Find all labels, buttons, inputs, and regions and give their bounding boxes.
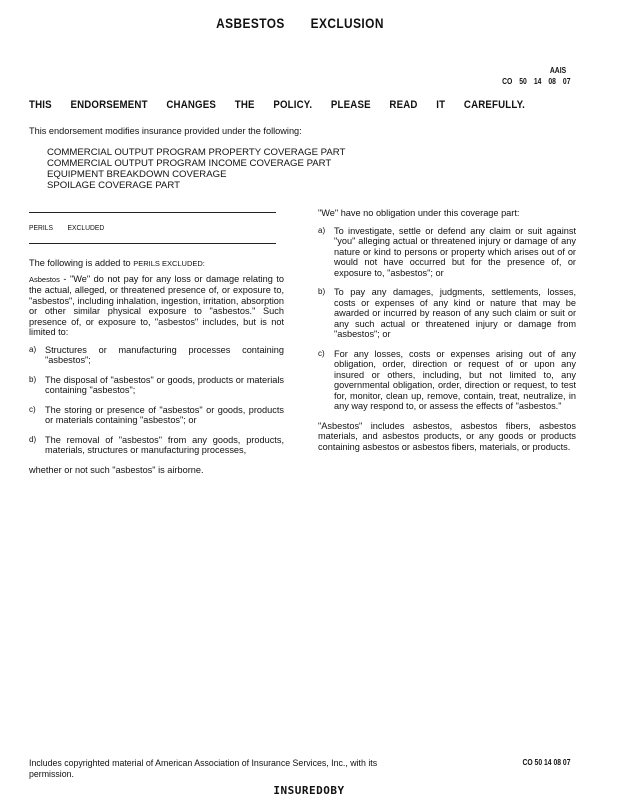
list-item: [318, 226, 576, 279]
item-label: a): [318, 225, 326, 235]
item-label: d): [29, 434, 37, 444]
copyright-notice: Includes copyrighted material of American Association of Insurance Services, Inc., with its permission.: [29, 758, 378, 779]
asbestos-paragraph: [29, 274, 284, 338]
list-item: [318, 349, 576, 412]
item-text: The removal of "asbestos" from any goods, products, materials, structures or manufacturing processes,: [45, 434, 284, 455]
closing-statement: whether or not such "asbestos" is airborne.: [29, 464, 204, 475]
item-label: b): [318, 287, 326, 296]
asbestos-label: Asbestos: [29, 274, 60, 284]
endorsement-notice: THIS ENDORSEMENT CHANGES THE POLICY. PLEASE READ IT CAREFULLY.: [29, 99, 526, 111]
item-label: c): [318, 348, 325, 358]
asbestos-text: - "We" do not pay for any loss or damage relating to the actual, alleged, or threatened presence of, or exposure to, "asbestos", including inhalation, ingestion, irritation, absorption or other similar physical exposure to "asbestos." Such presence of, or exposure to, "asbestos" includes, but is not limited to:: [29, 273, 284, 337]
added-lead-text: The following is added to: [29, 258, 131, 268]
item-label: b): [29, 374, 37, 384]
asbestos-definition: "Asbestos" includes asbestos, asbestos fibers, asbestos materials, and asbestos products, or any goods or products containing asbestos or asbestos fibers, materials, or products.: [318, 420, 576, 452]
form-code-bottom: CO 50 14 08 07: [521, 758, 570, 767]
org-code: AAIS: [549, 66, 566, 75]
added-statement: [29, 258, 284, 270]
item-text: The storing or presence of "asbestos" or goods, products or materials containing "asbestos"; or: [45, 404, 284, 425]
right-column: [318, 208, 576, 459]
item-text: To pay any damages, judgments, settlements, losses, costs or expenses of any kind or nature that may be awarded or incurred by reason of any such claim or suit or any such actual or threatened injury or damage from "asbestos"; or: [334, 287, 576, 339]
document-title: ASBESTOS EXCLUSION: [216, 15, 384, 31]
coverage-part: COMMERCIAL OUTPUT PROGRAM PROPERTY COVERAGE PART: [47, 147, 346, 158]
divider: [29, 243, 276, 244]
obligation-lead: "We" have no obligation under this coverage part:: [318, 208, 520, 218]
list-item: [29, 345, 284, 366]
divider: [29, 212, 276, 213]
left-column: [29, 258, 284, 482]
item-text: For any losses, costs or expenses arising out of any obligation, order, direction or request of or upon any insured or others, including, but not limited to, any governmental obligation, order, direction or request, to test for, monitor, clean up, remove, contain, treat, neutralize, in any way respond to, or assess the effects of "asbestos.": [334, 348, 576, 411]
added-lead-ref: PERILS EXCLUDED:: [133, 259, 205, 268]
list-item: [318, 287, 576, 340]
modifies-statement: This endorsement modifies insurance provided under the following:: [29, 126, 302, 136]
item-text: The disposal of "asbestos" or goods, products or materials containing "asbestos";: [45, 374, 284, 395]
list-item: [29, 375, 284, 396]
coverage-part: EQUIPMENT BREAKDOWN COVERAGE: [47, 169, 227, 180]
coverage-parts-list: [47, 147, 447, 191]
list-item: [29, 405, 284, 426]
item-label: c): [29, 404, 36, 414]
section-heading: PERILS EXCLUDED: [29, 223, 105, 232]
item-text: Structures or manufacturing processes containing "asbestos";: [45, 344, 284, 365]
item-label: a): [29, 344, 37, 354]
list-item: [29, 435, 284, 456]
form-code-top: CO 50 14 08 07: [501, 77, 570, 86]
coverage-part: SPOILAGE COVERAGE PART: [47, 180, 180, 191]
item-text: To investigate, settle or defend any claim or suit against "you" alleging actual or threatened injury or damage of any nature or kind to persons or property which arises out of or would not have occurred but for the presence of, or exposure to, "asbestos"; or: [334, 225, 576, 278]
watermark-stamp: INSUREDOBY: [273, 784, 345, 797]
coverage-part: COMMERCIAL OUTPUT PROGRAM INCOME COVERAGE PART: [47, 158, 332, 169]
